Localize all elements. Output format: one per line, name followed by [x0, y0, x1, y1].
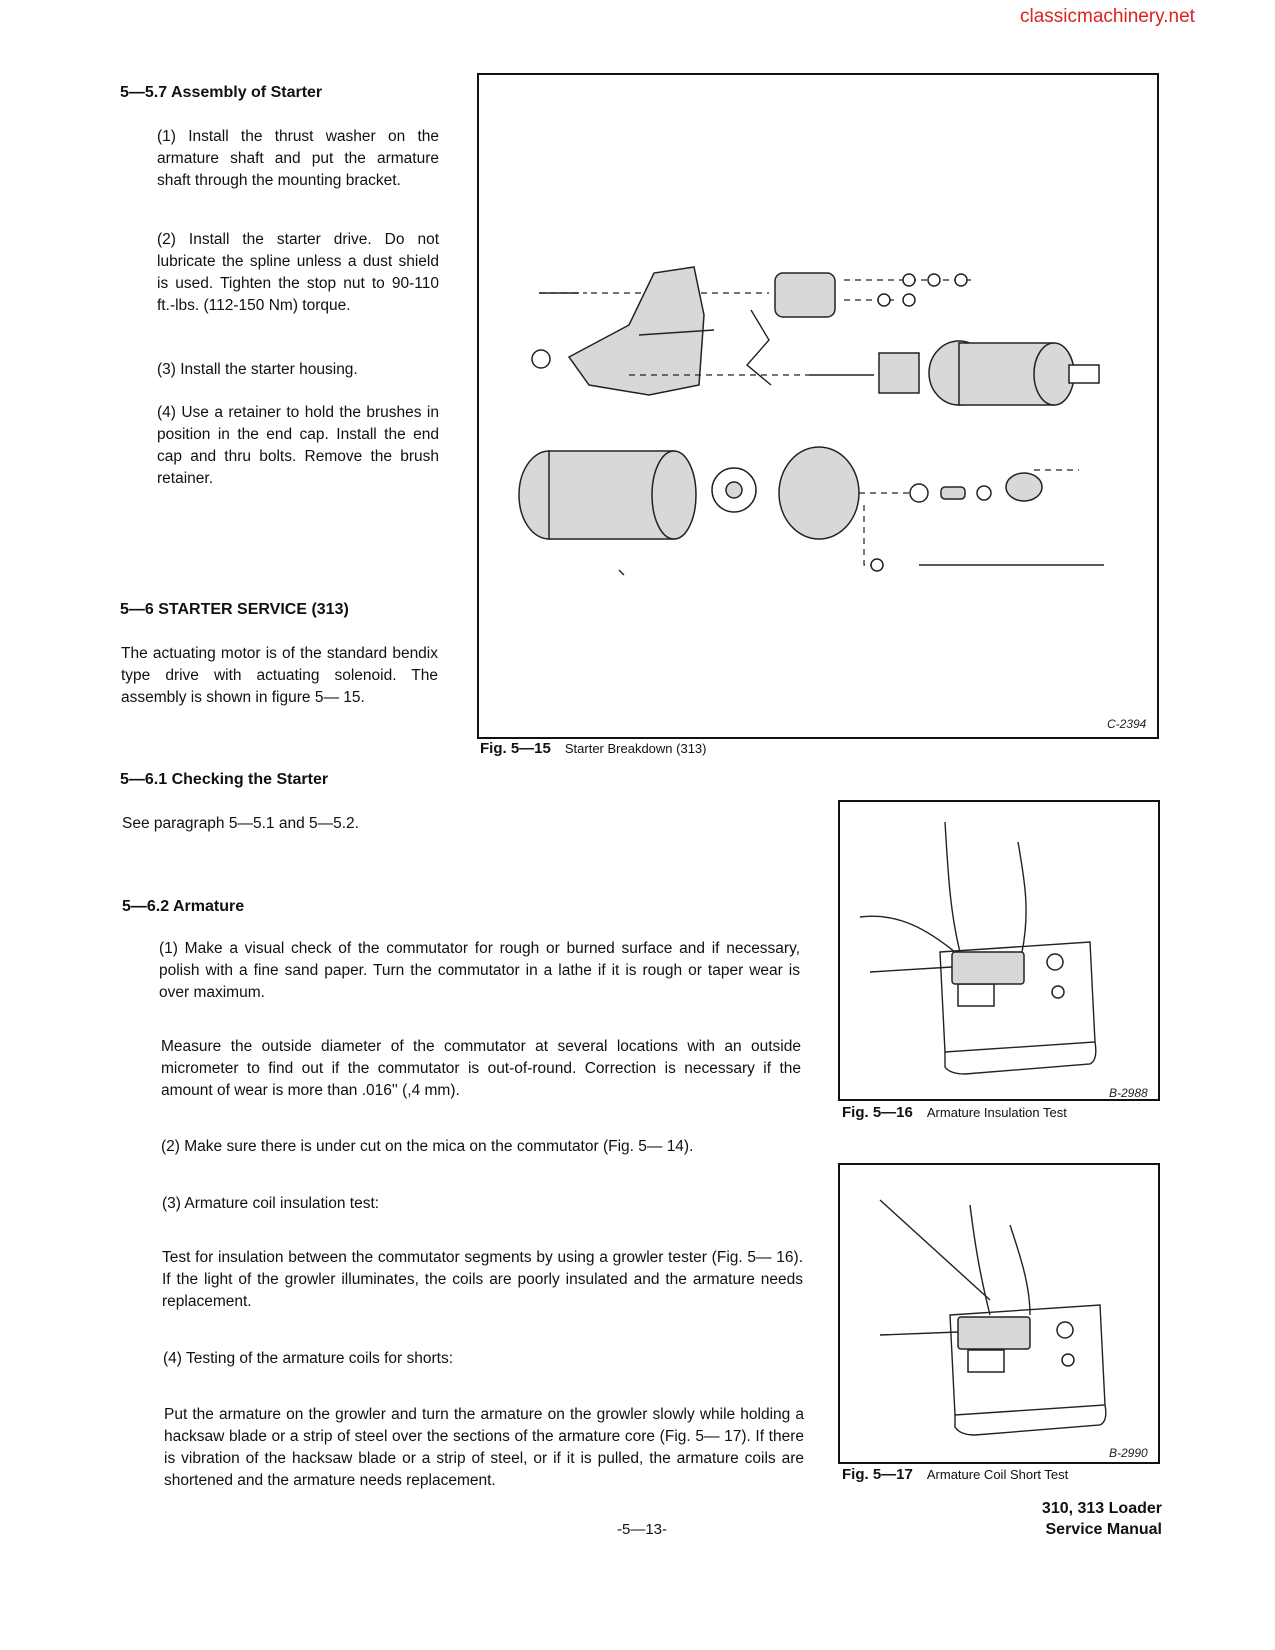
heading-5-6-2: 5—6.2 Armature: [122, 898, 245, 915]
figure-5-15-caption: [480, 740, 706, 757]
footer-line-2: Service Manual: [1045, 1521, 1162, 1538]
figure-5-15-title: Starter Breakdown (313): [564, 741, 707, 756]
starter-breakdown-drawing: [479, 75, 1157, 737]
heading-5-6: 5—6 STARTER SERVICE (313): [120, 601, 349, 618]
armature-insulation-test-drawing: [840, 802, 1158, 1099]
paragraph-5-5-7-item-1: (1) Install the thrust washer on the armature shaft and put the armature shaft through the mounting bracket.: [157, 128, 439, 189]
paragraph-5-6-2-6: (4) Testing of the armature coils for shorts:: [163, 1350, 454, 1367]
paragraph-5-6-1: See paragraph 5—5.1 and 5—5.2.: [122, 815, 359, 832]
figure-5-16-caption: [842, 1104, 1067, 1121]
figure-5-16-frame: [838, 800, 1160, 1101]
footer-manual-title: [990, 1498, 1162, 1540]
paragraph-5-6-2-1: (1) Make a visual check of the commutator for rough or burned surface and if necessary, polish with a fine sand paper. Turn the commutator in a lathe if it is rough or taper wear is over maximum.: [159, 940, 800, 1001]
figure-5-16-code: B-2988: [1109, 1086, 1148, 1100]
paragraph-5-6-2-7: Put the armature on the growler and turn the armature on the growler slowly while holding a hacksaw blade or a strip of steel over the sections of the armature core (Fig. 5— 17). If there is vibration of the hacksaw blade or a strip of steel, or if it is pulled, the armature coils are shortened and the armature needs replacement.: [164, 1406, 804, 1489]
heading-5-5-7: 5—5.7 Assembly of Starter: [120, 84, 323, 101]
figure-5-15-frame: [477, 73, 1159, 739]
figure-5-16-title: Armature Insulation Test: [926, 1105, 1067, 1120]
paragraph-5-6-2-4: (3) Armature coil insulation test:: [162, 1195, 380, 1212]
figure-5-15-code: C-2394: [1107, 717, 1147, 731]
paragraph-5-6-2-2: Measure the outside diameter of the commutator at several locations with an outside micrometer to find out if the commutator is out-of-round. Correction is necessary if the amount of wear is more than .016'' (,4 mm).: [161, 1038, 801, 1099]
footer-line-1: 310, 313 Loader: [1041, 1500, 1162, 1517]
figure-5-16-number: Fig. 5—16: [842, 1104, 913, 1121]
paragraph-5-5-7-item-4: (4) Use a retainer to hold the brushes in position in the end cap. Install the end cap and thru bolts. Remove the brush retainer.: [157, 404, 439, 487]
figure-5-17-title: Armature Coil Short Test: [926, 1467, 1069, 1482]
figure-5-17-number: Fig. 5—17: [842, 1466, 913, 1483]
figure-5-15-number: Fig. 5—15: [480, 740, 551, 757]
paragraph-5-6: The actuating motor is of the standard bendix type drive with actuating solenoid. The assembly is shown in figure 5— 15.: [121, 645, 438, 706]
watermark: classicmachinery.net: [1020, 6, 1195, 27]
heading-5-6-1: 5—6.1 Checking the Starter: [120, 771, 329, 788]
armature-coil-short-test-drawing: [840, 1165, 1158, 1462]
figure-5-17-frame: [838, 1163, 1160, 1464]
paragraph-5-5-7-item-3: (3) Install the starter housing.: [157, 361, 358, 378]
paragraph-5-5-7-item-2: (2) Install the starter drive. Do not lubricate the spline unless a dust shield is used. Tighten the stop nut to 90-110 ft.-lbs. (112-150 Nm) torque.: [157, 231, 439, 314]
figure-5-17-code: B-2990: [1109, 1446, 1148, 1460]
paragraph-5-6-2-5: Test for insulation between the commutator segments by using a growler tester (Fig. 5— 16). If the light of the growler illuminates, the coils are poorly insulated and the armature needs replacement.: [162, 1249, 803, 1310]
page-number: -5—13-: [617, 1521, 668, 1538]
paragraph-5-6-2-3: (2) Make sure there is under cut on the mica on the commutator (Fig. 5— 14).: [161, 1138, 694, 1155]
figure-5-17-caption: [842, 1466, 1068, 1483]
